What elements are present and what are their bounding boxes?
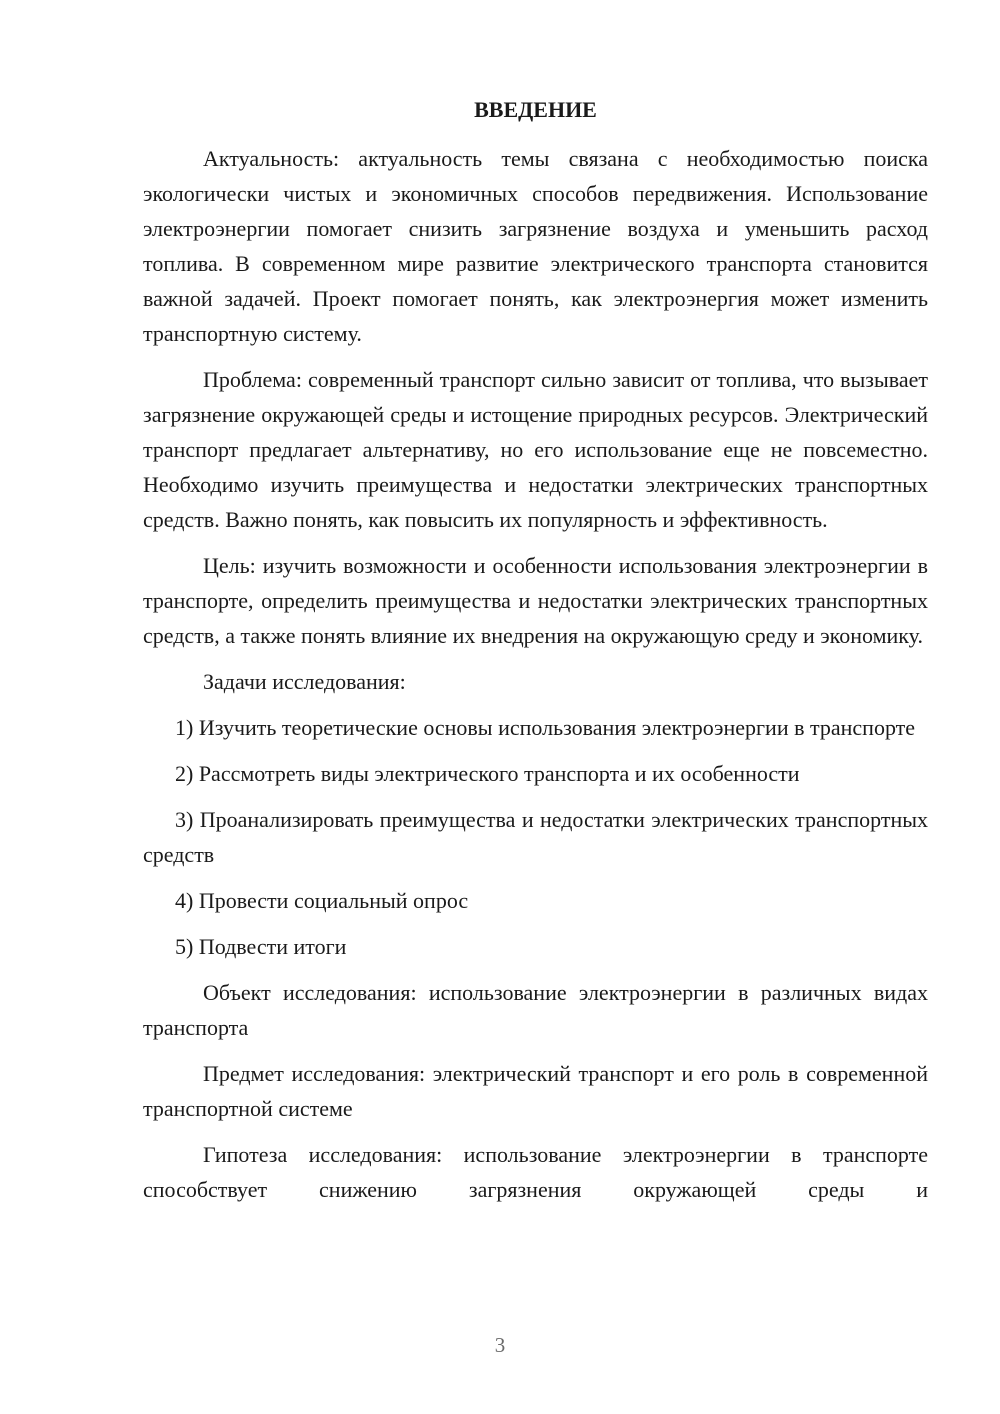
page-number: 3 [494,1333,506,1357]
tasks-heading: Задачи исследования: [203,669,406,694]
paragraph-problem: Проблема: современный транспорт сильно зависит от топлива, что вызывает загрязнение окружающей среды и истощение природных ресурсов. Электрический транспорт предлагает альтернативу, но его использование еще не повсеместно. Необходимо изучить преимущества и недостатки электрических транспортных средств. Важно понять, как повысить их популярность и эффективность. [143,367,928,532]
paragraph-goal: Цель: изучить возможности и особенности использования электроэнергии в транспорте, определить преимущества и недостатки электрических транспортных средств, а также понять влияние их внедрения на окружающую среду и экономику. [143,553,928,648]
section-title: ВВЕДЕНИЕ [474,97,597,122]
task-item-5: 5) Подвести итоги [175,934,347,959]
paragraph-subject: Предмет исследования: электрический транспорт и его роль в современной транспортной системе [143,1061,928,1121]
task-item-1: 1) Изучить теоретические основы использования электроэнергии в транспорте [175,715,916,740]
task-item-4: 4) Провести социальный опрос [175,888,469,913]
paragraph-relevance: Актуальность: актуальность темы связана с необходимостью поиска экологически чистых и экономичных способов передвижения. Использование электроэнергии помогает снизить загрязнение воздуха и уменьшить расход топлива. В современном мире развитие электрического транспорта становится важной задачей. Проект помогает понять, как электроэнергия может изменить транспортную систему. [143,146,928,346]
task-item-3: 3) Проанализировать преимущества и недостатки электрических транспортных средств [143,807,928,867]
paragraph-hypothesis: Гипотеза исследования: использование электроэнергии в транспорте способствует снижению загрязнения окружающей среды и [143,1142,928,1202]
paragraph-object: Объект исследования: использование электроэнергии в различных видах транспорта [143,980,928,1040]
document-page [143,95,928,1218]
task-item-2: 2) Рассмотреть виды электрического транспорта и их особенности [175,761,800,786]
